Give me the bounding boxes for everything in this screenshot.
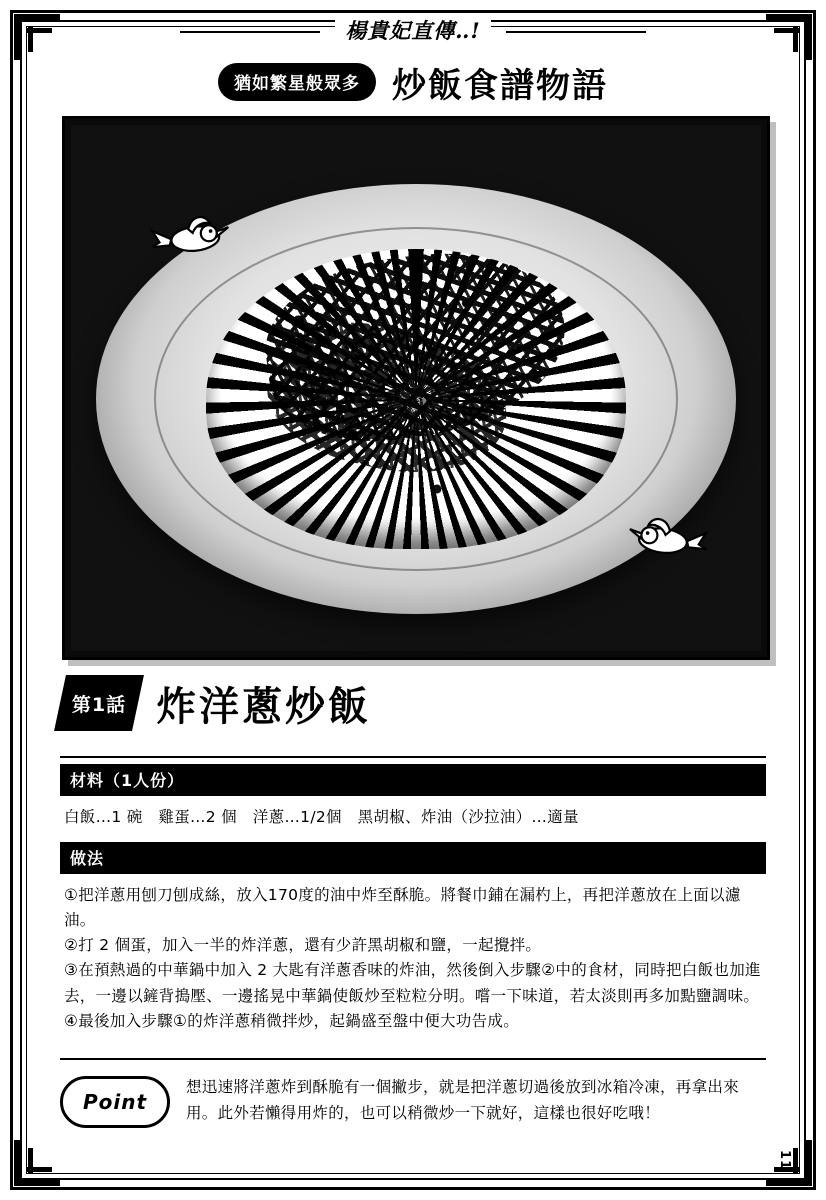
banner-rule-right <box>506 31 646 33</box>
page-number: 11 <box>777 1149 792 1170</box>
point-section <box>60 1058 766 1128</box>
point-badge: Point <box>60 1076 170 1128</box>
episode-badge <box>54 675 144 731</box>
ingredients-text: 白飯…1 碗 雞蛋…2 個 洋蔥…1/2個 黑胡椒、炸油（沙拉油）…適量 <box>64 808 579 826</box>
dish-photo <box>71 125 761 651</box>
method-step: ④最後加入步驟①的炸洋蔥稍微拌炒，起鍋盛至盤中便大功告成。 <box>64 1011 519 1030</box>
section-divider <box>60 756 766 758</box>
page-title: 炒飯食譜物語 <box>392 65 608 106</box>
recipe-title: 炸洋蔥炒飯 <box>156 683 371 730</box>
episode-badge-label: 第1話 <box>71 693 127 716</box>
tagline-pill: 猶如繁星般眾多 <box>218 63 376 101</box>
bird-icon <box>146 203 238 270</box>
episode-heading <box>60 666 371 740</box>
dish-photo-panel <box>62 116 770 660</box>
method-step: ②打 2 個蛋，加入一半的炸洋蔥，還有少許黑胡椒和鹽，一起攪拌。 <box>64 936 542 955</box>
ingredients-body <box>60 796 766 842</box>
banner-rule-left <box>180 31 320 33</box>
bird-icon <box>620 507 712 574</box>
title-row <box>0 58 826 106</box>
series-title: 楊貴妃直傳‥! <box>335 14 490 48</box>
corner-ornament-bottom-left <box>14 1140 60 1186</box>
method-step: ①把洋蔥用刨刀刨成絲，放入170度的油中炸至酥脆。將餐巾鋪在漏杓上，再把洋蔥放在上面以濾油。 <box>64 886 741 930</box>
method-body <box>60 874 766 1046</box>
point-divider <box>60 1058 766 1060</box>
ingredients-heading: 材料（1人份） <box>60 764 766 796</box>
series-banner <box>0 14 826 48</box>
method-heading: 做法 <box>60 842 766 874</box>
recipe-content <box>60 756 766 1046</box>
point-text: 想迅速將洋蔥炸到酥脆有一個撇步，就是把洋蔥切過後放到冰箱冷凍，再拿出來用。此外若懶得用炸的，也可以稍微炒一下就好，這樣也很好吃哦！ <box>186 1078 740 1123</box>
method-step: ③在預熱過的中華鍋中加入 2 大匙有洋蔥香味的炸油，然後倒入步驟②中的食材，同時把白飯也加進去，一邊以鏟背搗壓、一邊搖晃中華鍋使飯炒至粒粒分明。嚐一下味道，若太淡則再多加點鹽調味。 <box>64 961 761 1005</box>
